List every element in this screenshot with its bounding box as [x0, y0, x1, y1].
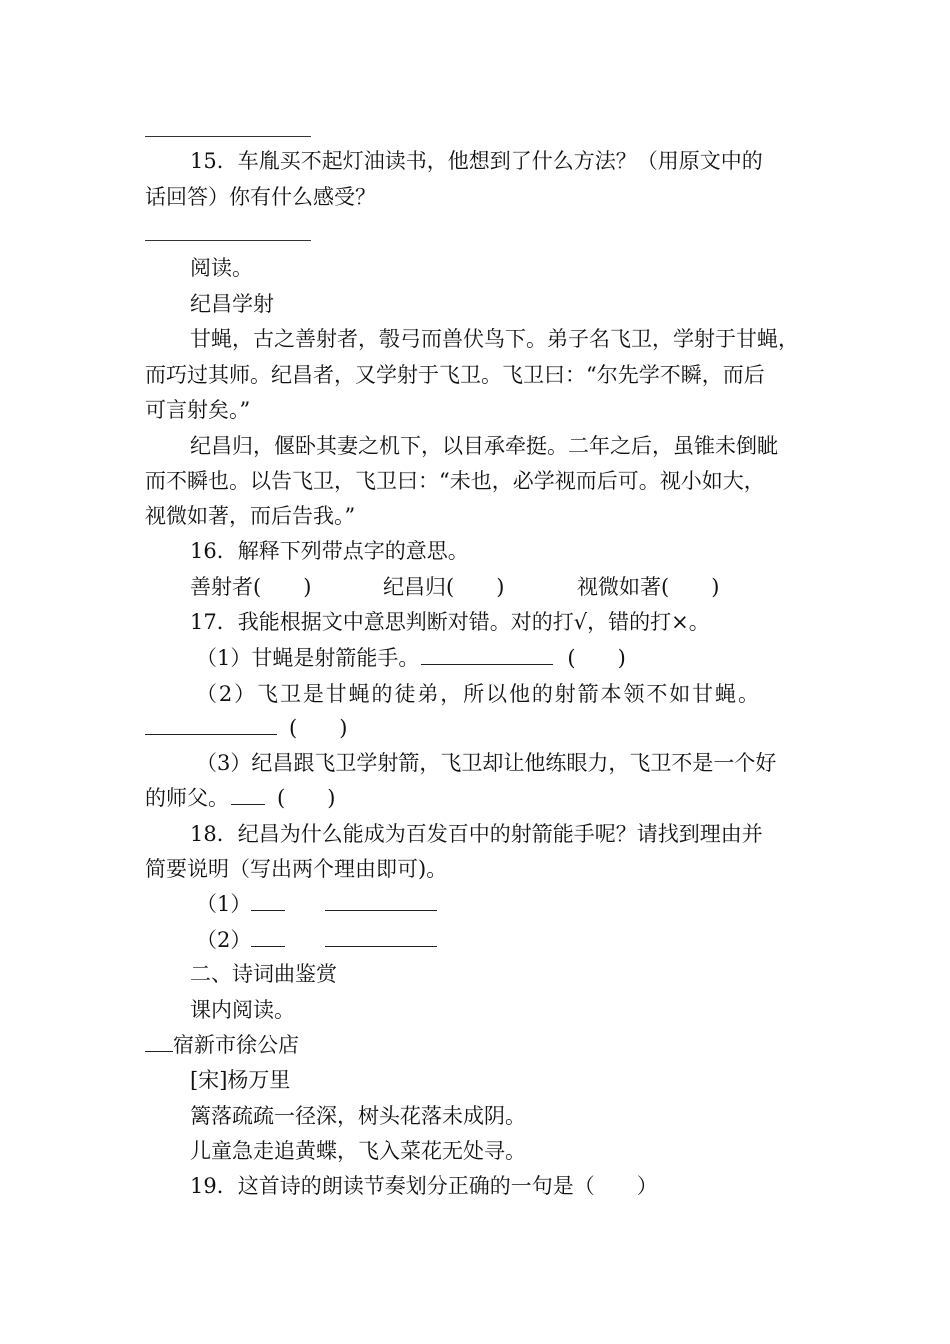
section-2-prompt: 课内阅读。: [190, 998, 295, 1022]
q18-a2-blank-2[interactable]: [325, 926, 437, 947]
q17-statement-2: （2）飞卫是甘蝇的徒弟，所以他的射箭本领不如甘蝇。: [196, 682, 761, 706]
q18-a2-label: （2）: [196, 928, 252, 952]
q18-line-1: 18．纪昌为什么能成为百发百中的射箭能手呢？请找到理由并: [190, 822, 763, 846]
passage-p2-line-2: 而不瞬也。以告飞卫，飞卫曰：“未也，必学视而后可。视小如大，: [145, 469, 765, 493]
q17-s2-paren[interactable]: ( ): [289, 716, 348, 740]
section-2-heading: 二、诗词曲鉴赏: [190, 962, 337, 986]
poem-line-2: 儿童急走追黄蝶，飞入菜花无处寻。: [190, 1139, 526, 1163]
q17-statement-3-line-2: [145, 784, 335, 812]
passage-title: 纪昌学射: [190, 292, 274, 316]
q17-s3-text: 的师父。: [145, 786, 229, 810]
q17-statement-1: [196, 644, 626, 672]
q17-s3-paren[interactable]: ( ): [277, 786, 336, 810]
q18-line-2: 简要说明（写出两个理由即可)。: [145, 857, 448, 881]
q16-stem: 16．解释下列带点字的意思。: [190, 539, 469, 563]
q18-answer-2: [196, 926, 437, 954]
q18-a1-label: （1）: [196, 892, 252, 916]
passage-p1-line-3: 可言射矣。”: [145, 398, 251, 422]
poem-title: 宿新市徐公店: [173, 1033, 299, 1057]
q17-s3-blank[interactable]: [231, 784, 265, 805]
q16-item-2: 纪昌归( ): [383, 575, 505, 599]
poem-author: [宋]杨万里: [190, 1068, 291, 1092]
passage-p2-line-3: 视微如著，而后告我。”: [145, 504, 356, 528]
q17-s1-paren[interactable]: ( ): [567, 646, 626, 670]
passage-p2-line-1: 纪昌归，偃卧其妻之机下，以目承牵挺。二年之后，虽锥未倒眦: [190, 434, 778, 458]
q18-a1-blank-1[interactable]: [251, 890, 285, 911]
q17-statement-2-answer: [145, 714, 347, 742]
q16-item-1: 善射者( ): [190, 575, 312, 599]
q17-s1-blank[interactable]: [421, 644, 553, 665]
answer-line: [145, 136, 311, 137]
q19-stem: 19．这首诗的朗读节奏划分正确的一句是（ ）: [190, 1174, 658, 1198]
q17-statement-3-line-1: （3）纪昌跟飞卫学射箭，飞卫却让他练眼力，飞卫不是一个好: [196, 751, 777, 775]
poem-title-line: [145, 1031, 299, 1059]
reading-prompt: 阅读。: [190, 256, 253, 280]
q15-line-1: 15．车胤买不起灯油读书，他想到了什么方法？（用原文中的: [190, 149, 763, 173]
q17-s2-blank[interactable]: [145, 714, 277, 735]
q16-item-3: 视微如著( ): [577, 575, 720, 599]
q15-answer-line: [145, 240, 311, 241]
passage-p1-line-2: 而巧过其师。纪昌者，又学射于飞卫。飞卫曰：“尔先学不瞬，而后: [145, 363, 765, 387]
q18-a2-blank-1[interactable]: [251, 926, 285, 947]
poem-title-blank[interactable]: [145, 1031, 173, 1052]
passage-p1-line-1: 甘蝇，古之善射者，彀弓而兽伏鸟下。弟子名飞卫，学射于甘蝇，: [190, 327, 799, 351]
q17-s1-text: （1）甘蝇是射箭能手。: [196, 646, 420, 670]
q18-a1-blank-2[interactable]: [325, 890, 437, 911]
q18-answer-1: [196, 890, 437, 918]
q15-line-2: 话回答）你有什么感受？: [145, 185, 376, 209]
q17-stem: 17．我能根据文中意思判断对错。对的打√，错的打×。: [190, 610, 710, 634]
poem-line-1: 篱落疏疏一径深，树头花落未成阴。: [190, 1104, 526, 1128]
